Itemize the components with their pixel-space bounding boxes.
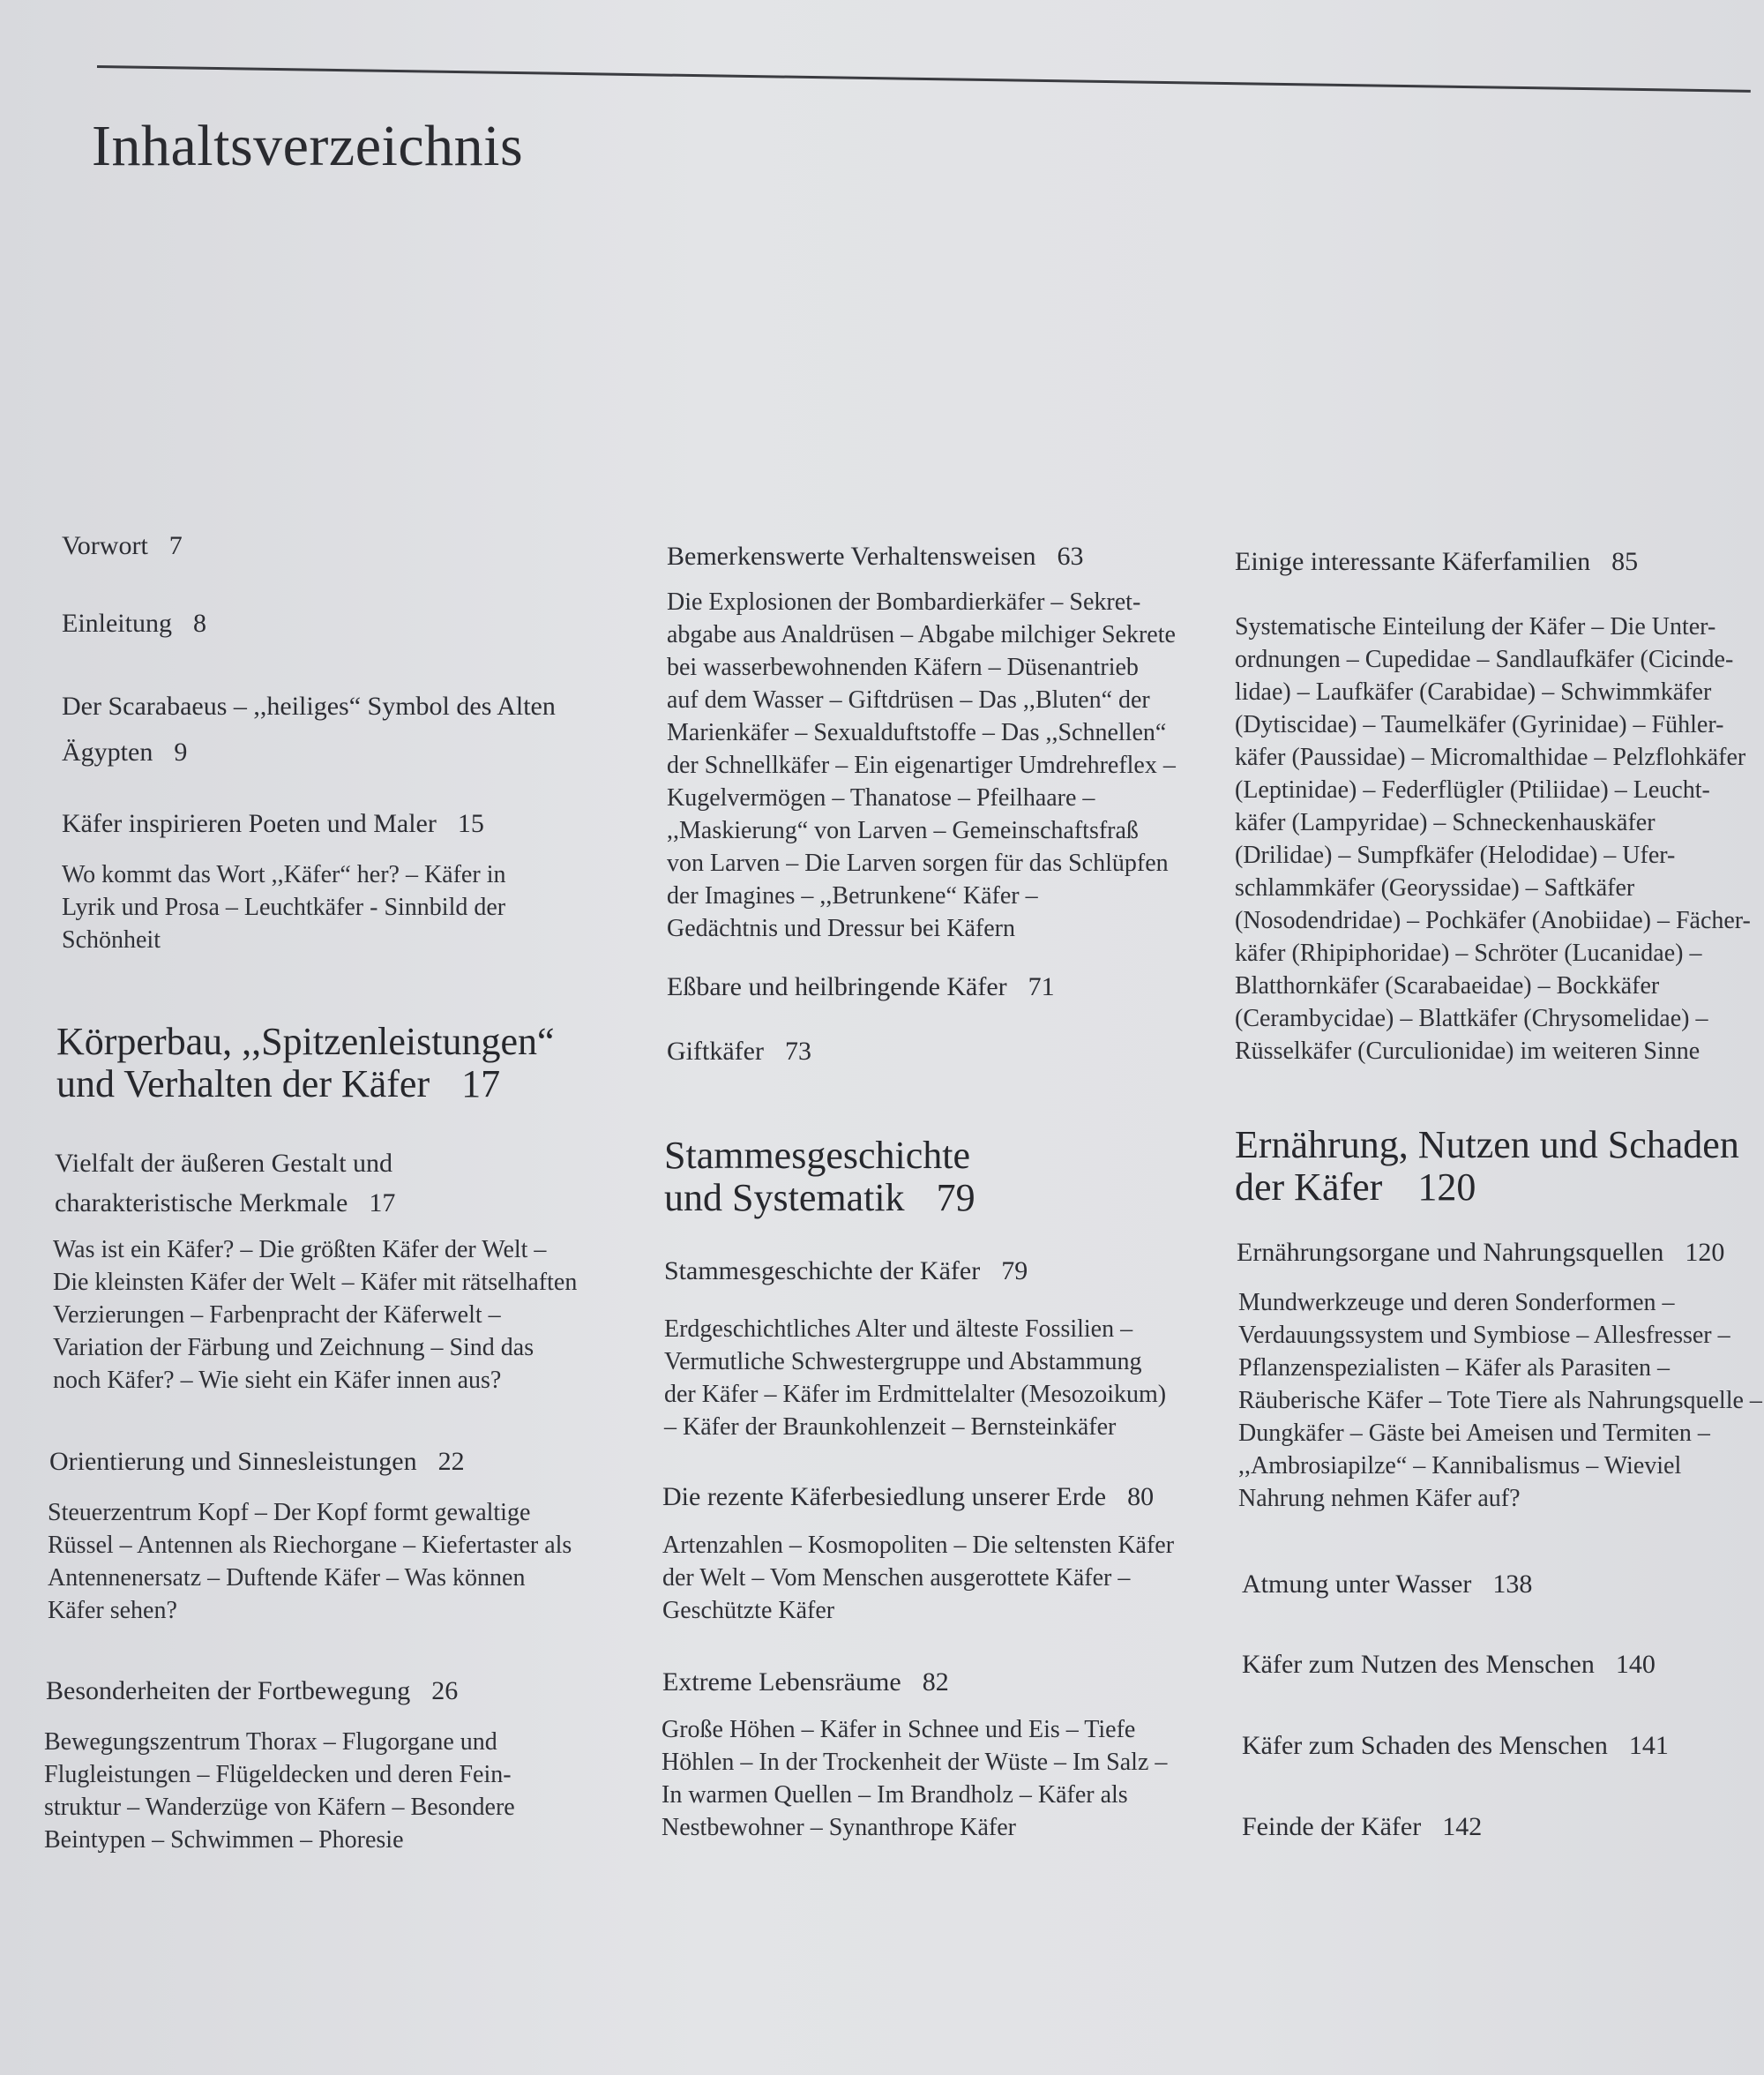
toc-entry-extreme xyxy=(662,1666,949,1699)
desc-line: Antennenersatz – Duftende Käfer – Was können xyxy=(48,1564,526,1592)
toc-entry-gift xyxy=(667,1035,811,1068)
page-title: Inhaltsverzeichnis xyxy=(92,114,524,178)
entry-label-line-2: charakteristische Merkmale xyxy=(55,1188,348,1217)
desc-line: Dungkäfer – Gäste bei Ameisen und Termiten – xyxy=(1238,1420,1710,1447)
page-number: 120 xyxy=(1685,1238,1725,1267)
entry-label: Bemerkenswerte Verhaltensweisen xyxy=(667,542,1036,571)
toc-entry-poeten-desc xyxy=(62,858,505,956)
desc-line: Pflanzenspezialisten – Käfer als Parasiten – xyxy=(1238,1354,1671,1382)
page-number: 79 xyxy=(1001,1256,1028,1285)
desc-line: Verzierungen – Farbenpracht der Käferwelt – xyxy=(53,1301,501,1329)
toc-entry-essbare xyxy=(667,970,1055,1004)
entry-label: Käfer zum Schaden des Menschen xyxy=(1242,1731,1608,1760)
desc-line: Geschützte Käfer xyxy=(662,1597,835,1624)
desc-line: lidae) – Laufkäfer (Carabidae) – Schwimmkäfer xyxy=(1235,678,1712,706)
desc-line: (Leptinidae) – Federflügler (Ptiliidae) – Leucht- xyxy=(1235,776,1710,804)
entry-label: Ernährungsorgane und Nahrungsquellen xyxy=(1237,1238,1664,1267)
desc-line: Artenzahlen – Kosmopoliten – Die seltensten Käfer xyxy=(662,1532,1175,1559)
entry-label: Feinde der Käfer xyxy=(1242,1812,1422,1841)
desc-line: käfer (Rhipiphoridae) – Schröter (Lucanidae) – xyxy=(1235,940,1702,967)
desc-line: Mundwerkzeuge und deren Sonderformen – xyxy=(1238,1289,1675,1316)
desc-line: der Imagines – ,,Betrunkene“ Käfer – xyxy=(667,882,1038,910)
page-number: 22 xyxy=(437,1447,465,1476)
page-number: 80 xyxy=(1127,1482,1155,1511)
toc-entry-atmung xyxy=(1242,1568,1532,1601)
toc-entry-poeten xyxy=(62,807,484,841)
toc-section-stammesgeschichte xyxy=(664,1135,975,1219)
section-title-line-1: Ernährung, Nutzen und Schaden xyxy=(1235,1123,1739,1166)
toc-entry-vorwort xyxy=(62,529,183,563)
desc-line: Nahrung nehmen Käfer auf? xyxy=(1238,1485,1521,1512)
entry-label: Stammesgeschichte der Käfer xyxy=(664,1256,981,1285)
page-number: 17 xyxy=(369,1188,396,1217)
toc-entry-besiedlung xyxy=(662,1480,1154,1514)
desc-line: In warmen Quellen – Im Brandholz – Käfer als xyxy=(662,1781,1128,1809)
toc-section-koerperbau xyxy=(56,1021,555,1105)
page-number: 9 xyxy=(174,738,188,767)
toc-entry-schaden xyxy=(1242,1729,1669,1763)
desc-line: der Schnellkäfer – Ein eigenartiger Umdrehreflex – xyxy=(667,752,1176,779)
desc-line: ,,Ambrosiapilze“ – Kannibalismus – Wieviel xyxy=(1238,1452,1682,1479)
page-number: 140 xyxy=(1615,1650,1656,1679)
entry-label: Die rezente Käferbesiedlung unserer Erde xyxy=(662,1482,1107,1511)
entry-label: Vorwort xyxy=(62,531,148,560)
entry-label: Giftkäfer xyxy=(667,1037,764,1066)
section-title-line-1: Körperbau, ,,Spitzenleistungen“ xyxy=(56,1020,555,1063)
page-number: 73 xyxy=(784,1037,811,1066)
desc-line: Räuberische Käfer – Tote Tiere als Nahrungsquelle – xyxy=(1238,1387,1762,1414)
desc-line: Blatthornkäfer (Scarabaeidae) – Bockkäfer xyxy=(1235,972,1660,1000)
toc-entry-verhalten-desc xyxy=(667,586,1176,945)
desc-line: schlammkäfer (Georyssidae) – Saftkäfer xyxy=(1235,874,1635,902)
page-number: 138 xyxy=(1492,1569,1533,1599)
desc-line: Rüsselkäfer (Curculionidae) im weiteren Sinne xyxy=(1235,1038,1700,1065)
desc-line: Kugelvermögen – Thanatose – Pfeilhaare – xyxy=(667,784,1095,812)
entry-label: Einige interessante Käferfamilien xyxy=(1235,547,1591,576)
section-title-line-2: und Systematik xyxy=(664,1176,905,1219)
desc-line: (Nosodendridae) – Pochkäfer (Anobiidae) – Fächer- xyxy=(1235,907,1751,934)
toc-entry-besiedlung-desc xyxy=(662,1529,1174,1627)
desc-line: struktur – Wanderzüge von Käfern – Besondere xyxy=(44,1794,515,1821)
desc-line: Große Höhen – Käfer in Schnee und Eis – Tiefe xyxy=(662,1716,1136,1743)
desc-line: Nestbewohner – Synanthrope Käfer xyxy=(662,1814,1016,1841)
desc-line: (Cerambycidae) – Blattkäfer (Chrysomelidae) – xyxy=(1235,1005,1708,1032)
page-number: 8 xyxy=(192,609,206,638)
page-number: 85 xyxy=(1611,547,1639,576)
toc-entry-orientierung-desc xyxy=(48,1496,572,1627)
desc-line: (Dytiscidae) – Taumelkäfer (Gyrinidae) – Fühler- xyxy=(1235,711,1724,738)
toc-entry-ernaehrung xyxy=(1237,1236,1724,1270)
toc-entry-familien xyxy=(1235,545,1638,579)
toc-entry-fortbewegung xyxy=(46,1674,458,1708)
desc-line: ordnungen – Cupedidae – Sandlaufkäfer (Cicinde- xyxy=(1235,646,1734,673)
entry-label-line-2: Ägypten xyxy=(62,738,153,767)
desc-line: Verdauungssystem und Symbiose – Allesfresser – xyxy=(1238,1322,1730,1349)
desc-line: der Käfer – Käfer im Erdmittelalter (Mesozoikum) xyxy=(664,1381,1167,1408)
toc-entry-scarabaeus xyxy=(62,684,556,775)
desc-line: Steuerzentrum Kopf – Der Kopf formt gewaltige xyxy=(48,1499,531,1526)
page-number: 82 xyxy=(922,1667,949,1697)
desc-line: Schönheit xyxy=(62,926,161,954)
page-number: 79 xyxy=(936,1176,975,1219)
page-number: 141 xyxy=(1628,1731,1669,1760)
desc-line: Was ist ein Käfer? – Die größten Käfer der Welt – xyxy=(53,1236,547,1263)
desc-line: Marienkäfer – Sexualduftstoffe – Das ,,Schnellen“ xyxy=(667,719,1167,746)
toc-entry-stammesgeschichte-desc xyxy=(664,1313,1166,1443)
desc-line: Systematische Einteilung der Käfer – Die Unter- xyxy=(1235,613,1716,640)
toc-entry-feinde xyxy=(1242,1810,1482,1844)
entry-label: Käfer inspirieren Poeten und Maler xyxy=(62,809,437,838)
desc-line: Wo kommt das Wort ,,Käfer“ her? – Käfer in xyxy=(62,861,506,888)
desc-line: Erdgeschichtliches Alter und älteste Fossilien – xyxy=(664,1315,1133,1343)
desc-line: – Käfer der Braunkohlenzeit – Bernsteinkäfer xyxy=(664,1413,1117,1441)
section-title-line-1: Stammesgeschichte xyxy=(664,1134,971,1177)
entry-label: Atmung unter Wasser xyxy=(1242,1569,1472,1599)
entry-label-line-1: Der Scarabaeus – ,,heiliges“ Symbol des Alten xyxy=(62,692,556,721)
desc-line: Beintypen – Schwimmen – Phoresie xyxy=(44,1826,404,1854)
desc-line: Bewegungszentrum Thorax – Flugorgane und xyxy=(44,1728,497,1756)
section-title-line-2: der Käfer xyxy=(1235,1165,1383,1209)
toc-entry-familien-desc xyxy=(1235,611,1751,1067)
toc-entry-stammesgeschichte xyxy=(664,1255,1028,1288)
entry-label-line-1: Vielfalt der äußeren Gestalt und xyxy=(55,1149,393,1178)
toc-entry-extreme-desc xyxy=(662,1713,1167,1844)
desc-line: Die kleinsten Käfer der Welt – Käfer mit rätselhaften xyxy=(53,1269,578,1296)
page-number: 7 xyxy=(168,531,183,560)
page-number: 17 xyxy=(461,1062,501,1105)
desc-line: Die Explosionen der Bombardierkäfer – Sekret- xyxy=(667,588,1141,616)
page-number: 26 xyxy=(431,1676,459,1705)
page-number: 15 xyxy=(457,809,484,838)
desc-line: ,,Maskierung“ von Larven – Gemeinschaftsfraß xyxy=(667,817,1139,844)
toc-entry-vielfalt-desc xyxy=(53,1233,577,1397)
desc-line: auf dem Wasser – Giftdrüsen – Das ,,Bluten“ der xyxy=(667,686,1150,714)
desc-line: Vermutliche Schwestergruppe und Abstammung xyxy=(664,1348,1142,1375)
entry-label: Eßbare und heilbringende Käfer xyxy=(667,972,1007,1001)
page-number: 63 xyxy=(1057,542,1084,571)
entry-label: Besonderheiten der Fortbewegung xyxy=(46,1676,411,1705)
section-title-line-2: und Verhalten der Käfer xyxy=(56,1062,430,1105)
entry-label: Extreme Lebensräume xyxy=(662,1667,901,1697)
toc-entry-einleitung xyxy=(62,607,206,640)
page-number: 142 xyxy=(1442,1812,1483,1841)
toc-section-ernaehrung xyxy=(1235,1124,1739,1209)
desc-line: Flugleistungen – Flügeldecken und deren Fein- xyxy=(44,1761,512,1788)
toc-entry-fortbewegung-desc xyxy=(44,1726,515,1856)
desc-line: käfer (Paussidae) – Micromalthidae – Pelzflohkäfer xyxy=(1235,744,1746,771)
desc-line: von Larven – Die Larven sorgen für das Schlüpfen xyxy=(667,850,1169,877)
toc-entry-orientierung xyxy=(49,1445,465,1479)
entry-label: Orientierung und Sinnesleistungen xyxy=(49,1447,417,1476)
desc-line: bei wasserbewohnenden Käfern – Düsenantrieb xyxy=(667,654,1139,681)
toc-entry-nutzen xyxy=(1242,1648,1656,1682)
header-rule xyxy=(97,65,1751,93)
entry-label: Einleitung xyxy=(62,609,172,638)
desc-line: (Drilidae) – Sumpfkäfer (Helodidae) – Ufer- xyxy=(1235,842,1676,869)
page-number: 71 xyxy=(1028,972,1055,1001)
toc-entry-vielfalt xyxy=(55,1143,395,1223)
desc-line: Variation der Färbung und Zeichnung – Sind das xyxy=(53,1334,534,1361)
entry-label: Käfer zum Nutzen des Menschen xyxy=(1242,1650,1595,1679)
desc-line: Rüssel – Antennen als Riechorgane – Kiefertaster als xyxy=(48,1532,572,1559)
desc-line: käfer (Lampyridae) – Schneckenhauskäfer xyxy=(1235,809,1656,836)
desc-line: abgabe aus Analdrüsen – Abgabe milchiger Sekrete xyxy=(667,621,1176,648)
desc-line: noch Käfer? – Wie sieht ein Käfer innen aus? xyxy=(53,1367,502,1394)
desc-line: Käfer sehen? xyxy=(48,1597,177,1624)
desc-line: Höhlen – In der Trockenheit der Wüste – Im Salz – xyxy=(662,1749,1168,1776)
page-number: 120 xyxy=(1417,1165,1476,1209)
desc-line: Lyrik und Prosa – Leuchtkäfer - Sinnbild der xyxy=(62,894,506,921)
toc-entry-verhalten xyxy=(667,540,1083,573)
toc-entry-ernaehrung-desc xyxy=(1238,1286,1762,1515)
desc-line: der Welt – Vom Menschen ausgerottete Käfer – xyxy=(662,1564,1131,1592)
desc-line: Gedächtnis und Dressur bei Käfern xyxy=(667,915,1015,942)
